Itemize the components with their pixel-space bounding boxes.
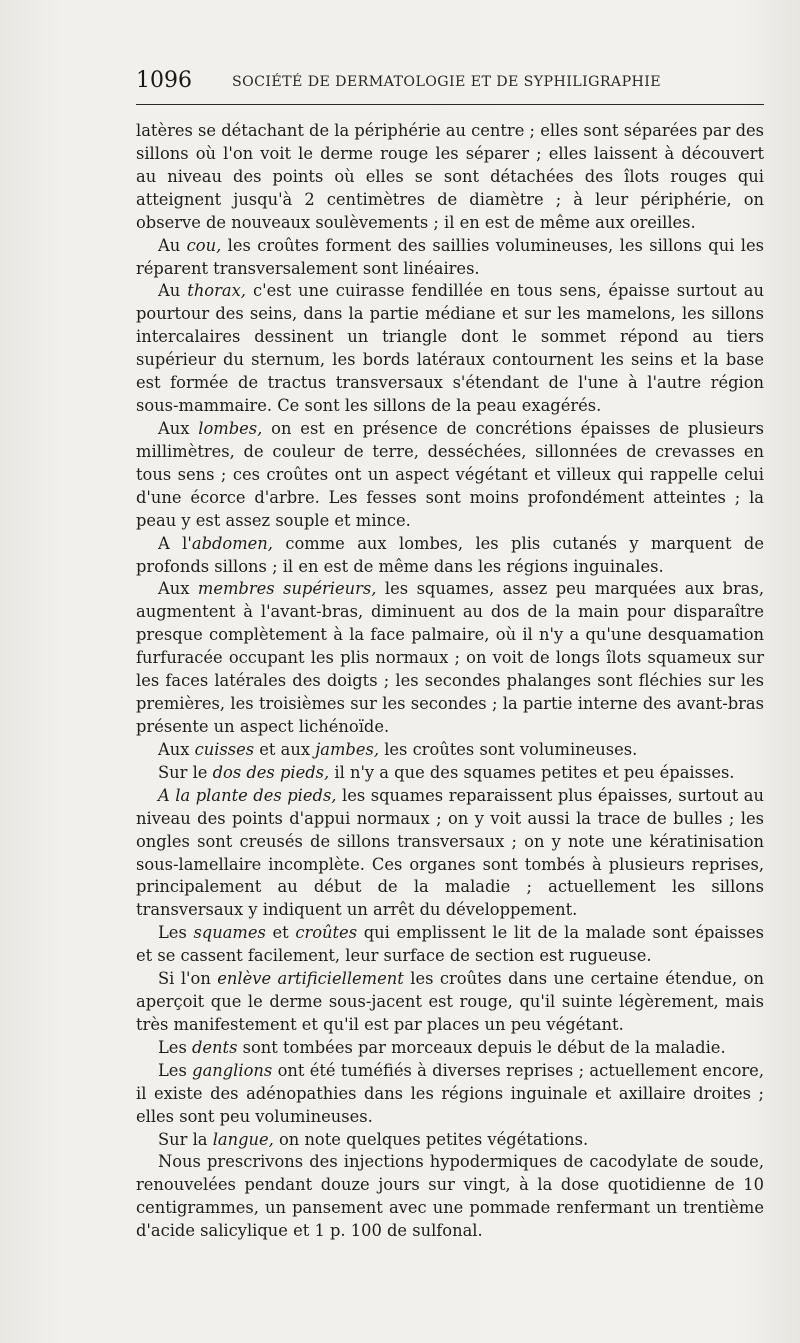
italic-term: langue, (212, 1129, 274, 1149)
text-run: les croûtes forment des saillies volumineuses, les sillons qui les réparent transversalement sont linéaires. (136, 235, 765, 278)
page-header (136, 64, 764, 98)
text-run: Au (158, 281, 188, 301)
italic-term: thorax, (187, 281, 246, 301)
text-run: Les (158, 923, 194, 943)
italic-term: croûtes (295, 923, 358, 943)
paragraph (136, 1151, 764, 1243)
paragraph (136, 120, 764, 235)
text-run: Au (158, 235, 187, 255)
italic-term: cou, (186, 235, 222, 255)
text-run: Les (158, 1060, 193, 1080)
italic-term: A la plante des pieds, (158, 785, 337, 805)
italic-term: abdomen, (191, 533, 273, 553)
text-run: Aux (158, 418, 199, 438)
italic-term: membres supérieurs, (197, 579, 377, 599)
paragraph (136, 762, 764, 785)
text-run: comme aux lombes, les plis cutanés y marquent de profonds sillons ; il en est de même dans les régions inguinales. (136, 533, 764, 576)
text-run: on note quelques petites végétations. (273, 1129, 589, 1149)
paragraph (136, 1037, 764, 1060)
text-run: on est en présence de concrétions épaisses de plusieurs millimètres, de couleur de terre, desséchées, sillonnées de crevasses en tous sens ; ces croûtes ont un aspect végétant et villeux qui rappelle celui d'une écorce d'arbre. Les fesses sont moins profondément atteintes ; la peau y est assez souple et mince. (136, 418, 764, 530)
paragraph (136, 785, 764, 923)
text-run: Sur le (158, 762, 213, 782)
paragraph (136, 235, 764, 281)
text-run: et aux (254, 739, 316, 759)
italic-term: dos des pieds, (212, 762, 330, 782)
text-run: Aux (158, 739, 195, 759)
paragraph (136, 533, 764, 579)
paragraph (136, 280, 764, 418)
text-run: c'est une cuirasse fendillée en tous sens, épaisse surtout au pourtour des seins, dans la partie médiane et sur les mamelons, les sillons intercalaires dessinent un triangle dont le sommet répond au tiers supérieur du sternum, les bords latéraux contournent les seins et la base est formée de tractus transversaux s'étendant de l'une à l'autre région sous-mammaire. Ce sont les sillons de la peau exagérés. (136, 281, 764, 416)
text-run: les squames, assez peu marquées aux bras, augmentent à l'avant-bras, diminuent au dos de la main pour disparaître presque complètement à la face palmaire, où il n'y a qu'une desquamation furfuracée occupant les plis normaux ; on voit de longs îlots squameux sur les faces latérales des doigts ; les secondes phalanges sont fléchies sur les premières, les troisièmes sur les secondes ; la partie interne des avant-bras présente un aspect lichénoïde. (136, 579, 764, 736)
paragraph (136, 968, 764, 1037)
italic-term: jambes, (315, 739, 380, 759)
italic-term: ganglions (192, 1060, 273, 1080)
paragraph (136, 739, 764, 762)
italic-term: squames (193, 923, 266, 943)
paragraph (136, 418, 764, 533)
text-run: Si l'on (158, 969, 218, 989)
paragraph (136, 1060, 764, 1129)
paragraph (136, 578, 764, 738)
text-run: Aux (158, 579, 198, 599)
paragraph (136, 1129, 764, 1152)
body-text (136, 120, 764, 1243)
text-run: sont tombées par morceaux depuis le début de la maladie. (237, 1037, 726, 1057)
text-run: il n'y a que des squames petites et peu épaisses. (329, 762, 735, 782)
text-run: latères se détachant de la périphérie au centre ; elles sont séparées par des sillons où l'on voit le derme rouge les séparer ; elles laissent à découvert au niveau des points où elles se sont détachées des îlots rouges qui atteignent jusqu'à 2 centimètres de diamètre ; à leur périphérie, on observe de nouveaux soulèvements ; il en est de même aux oreilles. (136, 121, 764, 232)
text-run: les croûtes sont volumineuses. (379, 739, 638, 759)
italic-term: enlève artificiellement (217, 969, 404, 989)
text-run: Sur la (158, 1129, 213, 1149)
text-run: ont été tuméfiés à diverses reprises ; actuellement encore, il existe des adénopathies dans les régions inguinale et axillaire droites ; elles sont peu volumineuses. (136, 1060, 764, 1126)
text-run: A l' (158, 533, 192, 553)
text-run: Nous prescrivons des injections hypodermiques de cacodylate de soude, renouvelées pendant douze jours sur vingt, à la dose quotidienne de 10 centigrammes, un pansement avec une pommade renfermant un trentième d'acide salicylique et 1 p. 100 de sulfonal. (136, 1152, 764, 1241)
text-run: et (265, 923, 296, 943)
paragraph (136, 922, 764, 968)
italic-term: dents (191, 1037, 238, 1057)
text-run: les croûtes dans une certaine étendue, on aperçoit que le derme sous-jacent est rouge, qu'il suinte légèrement, mais très manifestement et qu'il est par places un peu végétant. (136, 969, 764, 1034)
text-run: les squames reparaissent plus épaisses, surtout au niveau des points d'appui normaux ; on y voit aussi la trace de bulles ; les ongles sont creusés de sillons transversaux ; on y note une kératinisation sous-lamellaire incomplète. Ces organes sont tombés à plusieurs reprises, principalement au début de la maladie ; actuellement les sillons transversaux y indiquent un arrêt du développement. (136, 785, 764, 920)
page-number: 1096 (136, 68, 192, 93)
text-run: qui emplissent le lit de la malade sont épaisses et se cassent facilement, leur surface de section est rugueuse. (136, 923, 764, 966)
header-rule (136, 104, 764, 105)
italic-term: cuisses (194, 739, 255, 759)
running-title: SOCIÉTÉ DE DERMATOLOGIE ET DE SYPHILIGRAPHIE (232, 74, 662, 90)
italic-term: lombes, (198, 418, 263, 438)
text-run: Les (158, 1037, 192, 1057)
